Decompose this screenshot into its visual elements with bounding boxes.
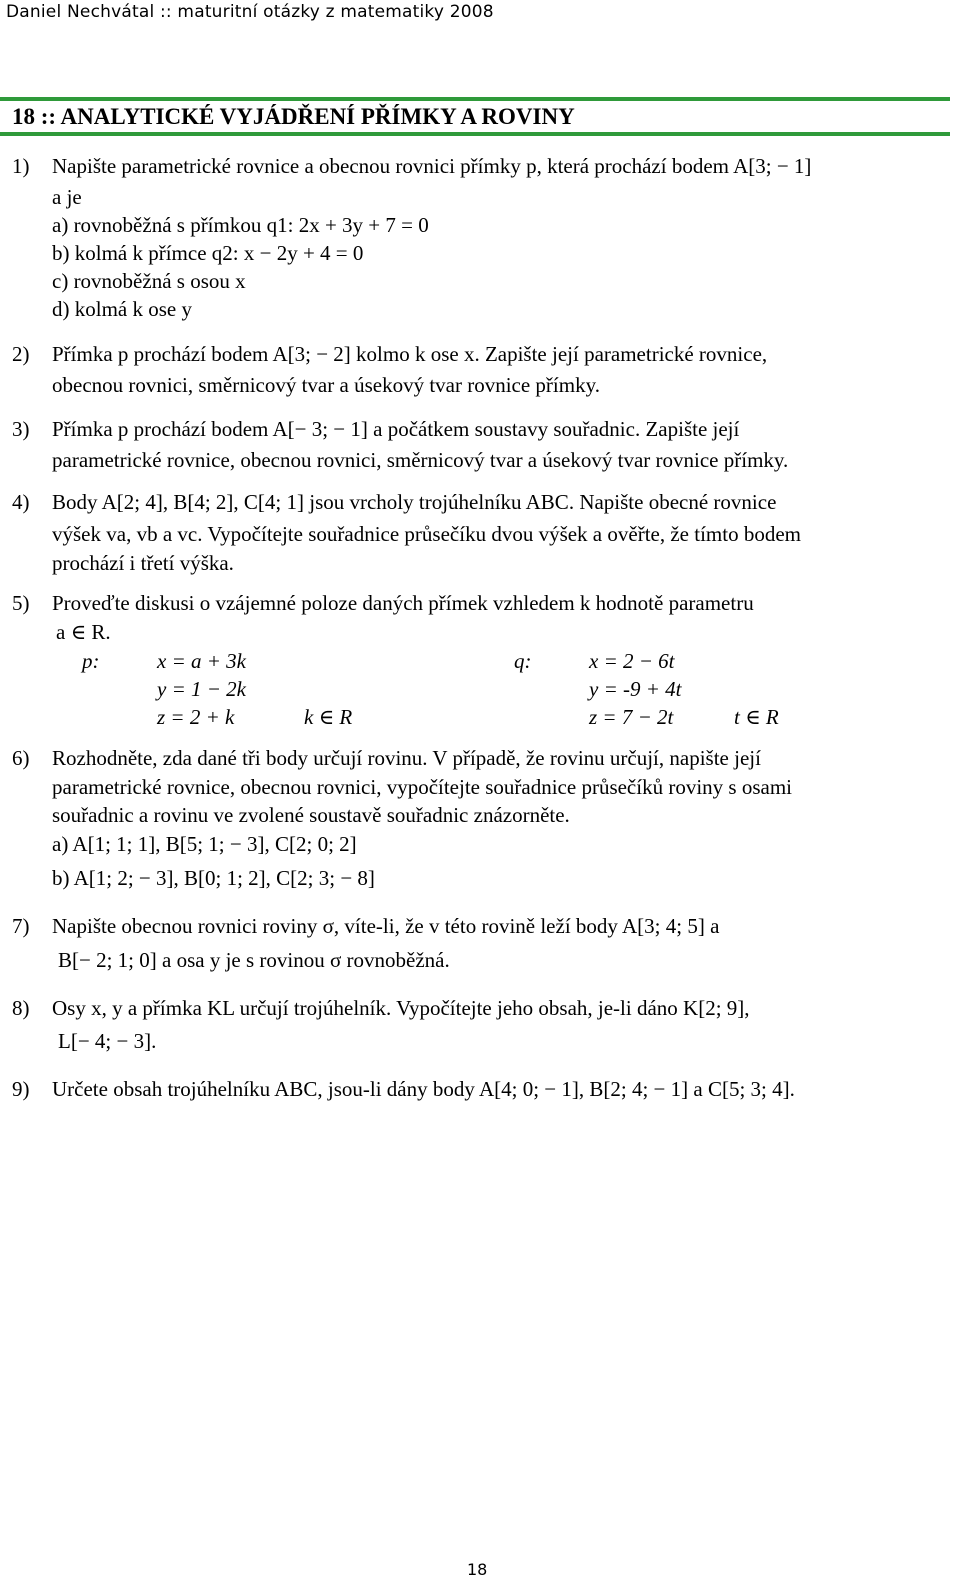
problem-5-number: 5) <box>12 591 30 615</box>
problem-4-line-3: prochází i třetí výška. <box>52 551 234 575</box>
problem-5-q-y: y = -9 + 4t <box>589 677 682 701</box>
problem-6-line-2: parametrické rovnice, obecnou rovnici, vypočítejte souřadnice průsečíků roviny s osami <box>52 775 793 799</box>
problem-7-number: 7) <box>12 914 30 938</box>
problem-7-line-2: B[− 2; 1; 0] a osa y je s rovinou σ rovnoběžná. <box>58 948 450 972</box>
problem-8-line-1: Osy x, y a přímka KL určují trojúhelník. Vypočítejte jeho obsah, je-li dáno K[2; 9], <box>52 996 750 1020</box>
problem-5-q-label: q: <box>514 649 532 673</box>
problem-5-p-x: x = a + 3k <box>157 649 246 673</box>
problem-6-item-b: b) A[1; 2; − 3], B[0; 1; 2], C[2; 3; − 8] <box>52 866 375 890</box>
problem-5-p-label: p: <box>82 649 100 673</box>
page-header: Daniel Nechvátal :: maturitní otázky z matematiky 2008 <box>6 2 494 22</box>
problem-2-line-1: Přímka p prochází bodem A[3; − 2] kolmo k ose x. Zapište její parametrické rovnice, <box>52 342 768 366</box>
problem-4-line-2: výšek va, vb a vc. Vypočítejte souřadnice průsečíku dvou výšek a ověřte, že tímto bodem <box>52 522 801 546</box>
problem-1-number: 1) <box>12 154 30 178</box>
problem-1-item-b: b) kolmá k přímce q2: x − 2y + 4 = 0 <box>52 241 364 265</box>
problem-1-line-2: a je <box>52 185 82 209</box>
title-rule-bottom <box>0 132 950 136</box>
problem-8-number: 8) <box>12 996 30 1020</box>
problem-8-line-2: L[− 4; − 3]. <box>58 1029 157 1053</box>
title-rule-top <box>0 97 950 101</box>
problem-3-line-2: parametrické rovnice, obecnou rovnici, směrnicový tvar a úsekový tvar rovnice přímky. <box>52 448 789 472</box>
problem-2-line-2: obecnou rovnici, směrnicový tvar a úsekový tvar rovnice přímky. <box>52 373 600 397</box>
problem-5-line-2: a ∈ R. <box>56 620 111 644</box>
problem-5-q-x: x = 2 − 6t <box>589 649 675 673</box>
problem-2-number: 2) <box>12 342 30 366</box>
problem-1-item-c: c) rovnoběžná s osou x <box>52 269 246 293</box>
problem-9-number: 9) <box>12 1077 30 1101</box>
problem-5-p-z: z = 2 + k <box>157 705 235 729</box>
problem-4-line-1: Body A[2; 4], B[4; 2], C[4; 1] jsou vrcholy trojúhelníku ABC. Napište obecné rovnice <box>52 490 777 514</box>
problem-5-p-y: y = 1 − 2k <box>157 677 246 701</box>
problem-6-line-1: Rozhodněte, zda dané tři body určují rovinu. V případě, že rovinu určují, napište její <box>52 746 761 770</box>
problem-5-line-1: Proveďte diskusi o vzájemné poloze daných přímek vzhledem k hodnotě parametru <box>52 591 754 615</box>
problem-4-number: 4) <box>12 490 30 514</box>
problem-5-p-param: k ∈ R <box>304 705 353 729</box>
problem-1-item-a: a) rovnoběžná s přímkou q1: 2x + 3y + 7 = 0 <box>52 213 429 237</box>
problem-5-q-param: t ∈ R <box>734 705 779 729</box>
problem-6-number: 6) <box>12 746 30 770</box>
problem-1-item-d: d) kolmá k ose y <box>52 297 192 321</box>
problem-5-q-z: z = 7 − 2t <box>589 705 674 729</box>
problem-7-line-1: Napište obecnou rovnici roviny σ, víte-li, že v této rovině leží body A[3; 4; 5] a <box>52 914 720 938</box>
problem-1-line-1: Napište parametrické rovnice a obecnou rovnici přímky p, která prochází bodem A[3; − 1] <box>52 154 812 178</box>
problem-6-item-a: a) A[1; 1; 1], B[5; 1; − 3], C[2; 0; 2] <box>52 832 357 856</box>
problem-6-line-3: souřadnic a rovinu ve zvolené soustavě souřadnic znázorněte. <box>52 803 570 827</box>
page-number: 18 <box>467 1560 488 1579</box>
problem-9-line-1: Určete obsah trojúhelníku ABC, jsou-li dány body A[4; 0; − 1], B[2; 4; − 1] a C[5; 3; 4]. <box>52 1077 795 1101</box>
problem-3-number: 3) <box>12 417 30 441</box>
section-title: 18 :: ANALYTICKÉ VYJÁDŘENÍ PŘÍMKY A ROVINY <box>12 104 575 129</box>
problem-3-line-1: Přímka p prochází bodem A[− 3; − 1] a počátkem soustavy souřadnic. Zapište její <box>52 417 740 441</box>
